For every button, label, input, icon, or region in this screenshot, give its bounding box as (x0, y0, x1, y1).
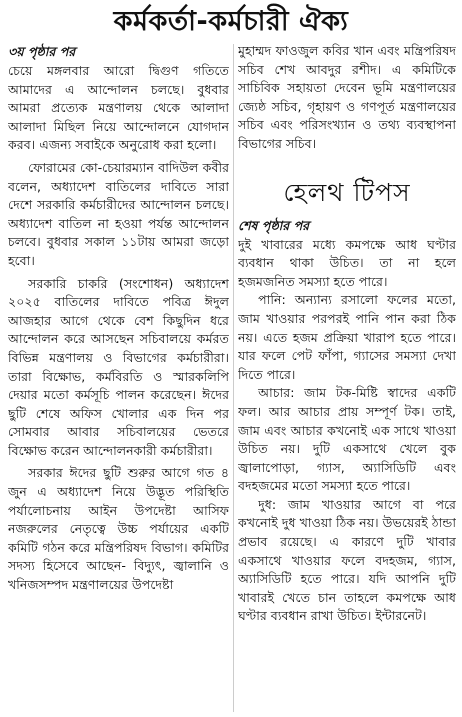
headline: কর্মকর্তা-কর্মচারী ঐক্য (113, 6, 349, 37)
left-kicker: ৩য় পৃষ্ঠার পর (8, 44, 76, 59)
right-paragraph: দুই খাবারের মধ্যে কমপক্ষে আধ ঘণ্টার ব্যবধান থাকা উচিত। তা না হলে হজমজনিত সমস্যা হতে পারে। (238, 236, 456, 289)
left-paragraph: ফোরামের কো-চেয়ারম্যান বাদিউল কবীর বলেন, অধ্যাদেশ বাতিলের দাবিতে সারা দেশে সরকারি কর্মচারীদের আন্দোলন চলছে। অধ্যাদেশ বাতিল না হওয়া পর্যন্ত আন্দোলন চলবে। বুধবার সকাল ১১টায় আমরা জড়ো হবো। (8, 159, 229, 268)
right-continuation: মুহাম্মদ ফাওজুল কবির খান এবং মন্ত্রিপরিষদ সচিব শেখ আবদুর রশীদ। এ কমিটিকে সাচিবিক সহায়তা দেবেন ভূমি মন্ত্রণালয়ের জ্যেষ্ঠ সচিব, গৃহায়ণ ও গণপূর্ত মন্ত্রণালয়ের সচিব এবং পরিসংখ্যান ও তথ্য ব্যবস্থাপনা বিভাগের সচিব। (238, 43, 456, 151)
right-paragraph: পানি: অন্যান্য রসালো ফলের মতো, জাম খাওয়ার পরপরই পানি পান করা ঠিক নয়। এতে হজম প্রক্রিয়া খারাপ হতে পারে। যার ফলে পেট ফাঁপা, গ্যাসের সমস্যা দেখা দিতে পারে। (238, 292, 456, 382)
column-divider (233, 44, 234, 712)
sub-headline: হেলথ টিপস (283, 177, 411, 207)
left-paragraph: সরকার ঈদের ছুটি শুরুর আগে গত ৪ জুন এ অধ্যাদেশ নিয়ে উদ্ভূত পরিস্থিতি পর্যালোচনায় আইন উপদেষ্টা আসিফ নজরুলের নেতৃত্বে উচ্চ পর্যায়ের একটি কমিটি গঠন করে মন্ত্রিপরিষদ বিভাগ। কমিটির সদস্য হিসেবে আছেন- বিদ্যুৎ, জ্বালানি ও খনিজসম্পদ মন্ত্রণালয়ের উপদেষ্টা (8, 465, 229, 593)
right-kicker: শেষ পৃষ্ঠার পর (238, 217, 310, 233)
right-paragraph: দুধ: জাম খাওয়ার আগে বা পরে কখনোই দুধ খাওয়া ঠিক নয়। উভয়েরই ঠান্ডা প্রভাব রয়েছে। এ কারণে দুটি খাবার একসাথে খাওয়ার ফলে বদহজম, গ্যাস, অ্যাসিডিটি হতে পারে। যদি আপনি দুটি খাবারই খেতে চান তাহলে কমপক্ষে আধ ঘণ্টার ব্যবধান রাখা উচিত। ইন্টারনেট। (238, 496, 456, 624)
left-column (8, 42, 229, 712)
left-paragraph: সরকারি চাকরি (সংশোধন) অধ্যাদেশ ২০২৫ বাতিলের দাবিতে পবিত্র ঈদুল আজহার আগে থেকে বেশ কিছুদিন ধরে আন্দোলন করে আসছেন সচিবালয়ে কর্মরত বিভিন্ন মন্ত্রণালয় ও বিভাগের কর্মচারীরা। তারা বিক্ষোভ, কর্মবিরতি ও স্মারকলিপি দেয়ার মতো কর্মসূচি পালন করেছেন। ঈদের ছুটি শেষে অফিস খোলার এক দিন পর সোমবার আবার সচিবালয়ের ভেতরে বিক্ষোভ করেন আন্দোলনকারী কর্মচারীরা। (8, 275, 229, 458)
left-paragraph: চেয়ে মঙ্গলবার আরো দ্বিগুণ গতিতে আমাদের এ আন্দোলন চলছে। বুধবার আমরা প্রত্যেক মন্ত্রণালয় থেকে আলাদা আলাদা মিছিল নিয়ে আন্দোলনে যোগদান করব। এজন্য সবাইকে অনুরোধ করা হলো। (8, 63, 229, 153)
right-paragraph: আচার: জাম টক-মিষ্টি স্বাদের একটি ফল। আর আচার প্রায় সম্পূর্ণ টক। তাই, জাম এবং আচার কখনোই এক সাথে খাওয়া উচিত নয়। দুটি একসাথে খেলে বুক জ্বালাপোড়া, গ্যাস, অ্যাসিডিটি এবং বদহজমের মতো সমস্যা হতে পারে। (238, 385, 456, 494)
right-column (238, 42, 456, 712)
